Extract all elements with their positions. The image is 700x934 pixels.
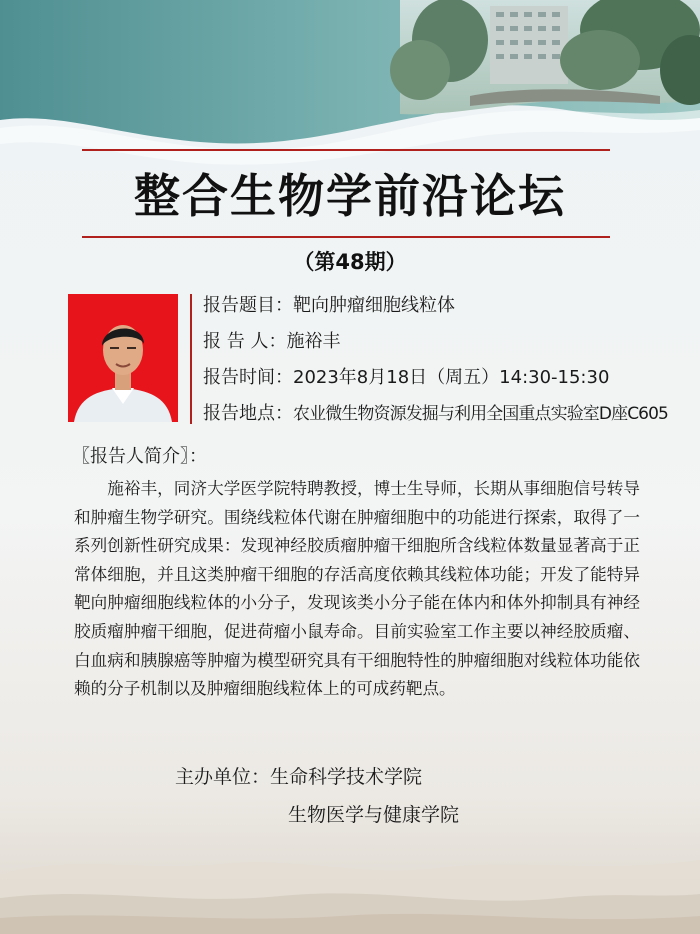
topic-label: 报告题目：	[203, 295, 293, 316]
host-label: 主办单位：	[175, 766, 271, 788]
speaker-row	[203, 324, 668, 360]
time-value: 2023年8月18日（周五）14:30-15:30	[293, 367, 610, 388]
intro-heading: 〖报告人简介〗：	[72, 446, 207, 467]
title-rule-top	[82, 149, 610, 151]
footer-landscape	[0, 794, 700, 934]
time-row	[203, 360, 668, 396]
speaker-portrait-icon	[68, 294, 178, 422]
info-divider	[190, 294, 192, 424]
host-line-1	[175, 758, 459, 796]
host-org-2: 生物医学与健康学院	[288, 804, 460, 826]
host-org-1: 生命科学技术学院	[270, 766, 423, 788]
topic-row	[203, 288, 668, 324]
location-label: 报告地点：	[203, 403, 293, 424]
header-banner	[0, 0, 700, 170]
topic-value: 靶向肿瘤细胞线粒体	[293, 295, 455, 316]
talk-info	[203, 288, 668, 432]
location-value: 农业微生物资源发掘与利用全国重点实验室D座C605	[293, 404, 668, 424]
speaker-photo	[68, 294, 178, 422]
page-title: 整合生物学前沿论坛	[134, 169, 566, 223]
speaker-name: 施裕丰	[286, 331, 341, 352]
time-label: 报告时间：	[203, 367, 293, 388]
speaker-bio: 施裕丰，同济大学医学院特聘教授，博士生导师，长期从事细胞信号转导和肿瘤生物学研究。围绕线粒体代谢在肿瘤细胞中的功能进行探索，取得了一系列创新性研究成果：发现神经胶质瘤肿瘤干细胞所含线粒体数量显著高于正常体细胞，并且这类肿瘤干细胞的存活高度依赖其线粒体功能；开发了能特异靶向肿瘤细胞线粒体的小分子，发现该类小分子能在体内和体外抑制具有神经胶质瘤肿瘤干细胞，促进荷瘤小鼠寿命。目前实验室工作主要以神经胶质瘤、白血病和胰腺癌等肿瘤为模型研究具有干细胞特性的肿瘤细胞对线粒体功能依赖的分子机制以及肿瘤细胞线粒体上的可成药靶点。	[74, 479, 640, 699]
title-rule-bottom	[82, 236, 610, 238]
location-row	[203, 396, 668, 432]
issue-number: （第48期）	[293, 250, 407, 274]
speaker-label: 报 告 人：	[203, 331, 287, 352]
